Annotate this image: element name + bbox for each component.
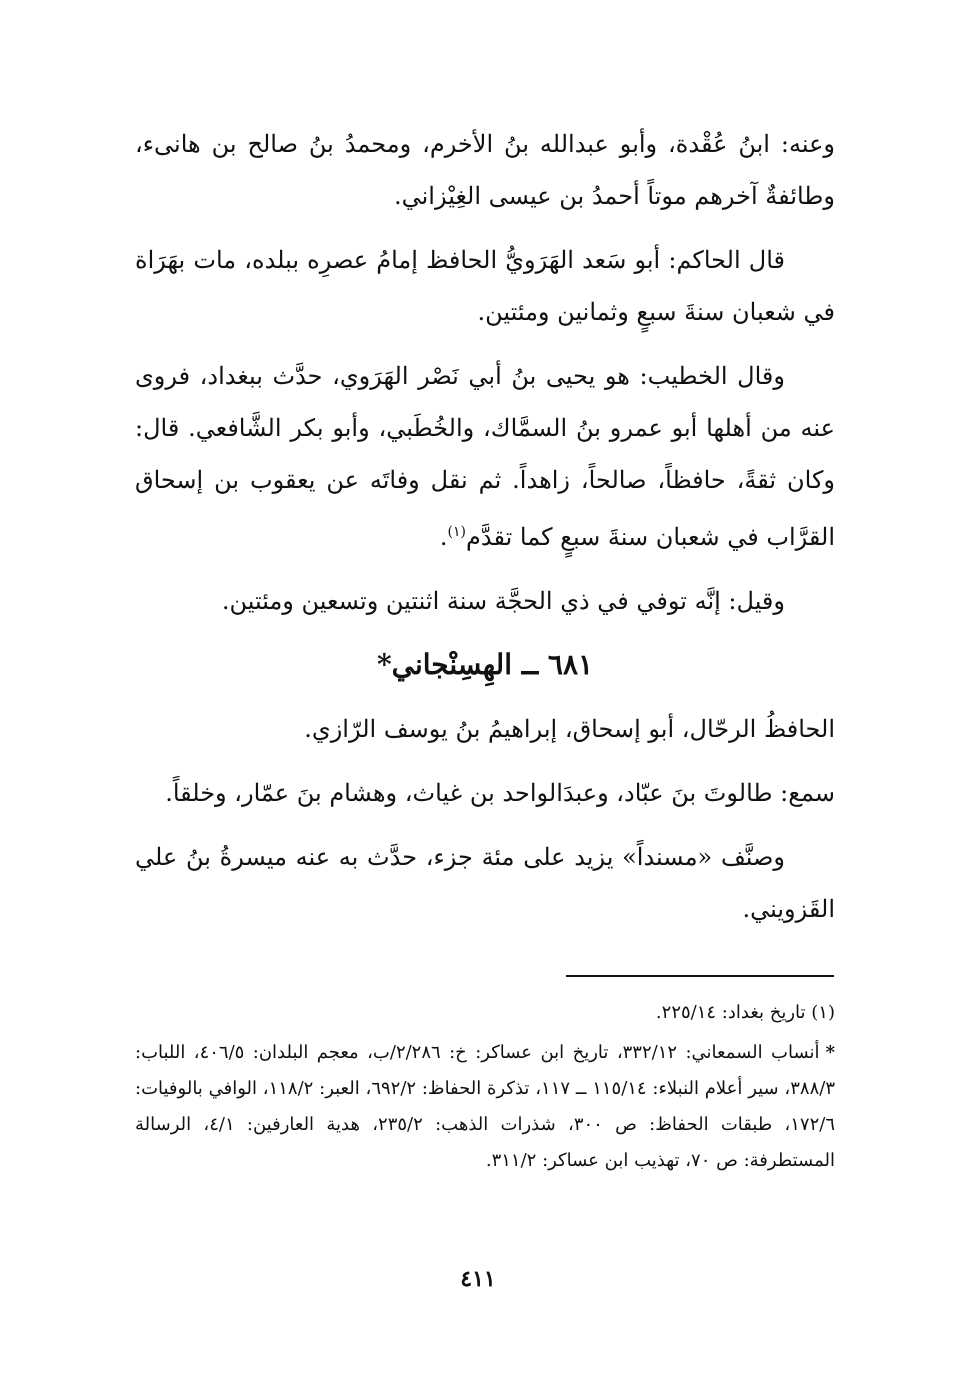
entry-musnad: وصنَّف «مسنداً» يزيد على مئة جزء، حدَّث به عنه ميسرةُ بنُ علي القَزويني. [135,843,835,923]
footnote-sources-text: أنساب السمعاني: ٣٣٢/١٢، تاريخ ابن عساكر: خ: ٢/٢٨٦/ب، معجم البلدان: ٤٠٦/٥، اللباب: ٣٨٨/٣، سير أعلام النبلاء: ١١٥/١٤ ــ ١١٧، تذكرة الحفاظ: ٦٩٢/٢، العبر: ١١٨/٢، الوافي بالوفيات: ١٧٢/٦، طبقات الحفاظ: ص ٣٠٠، شذرات الذهب: ٢٣٥/٢، هدية العارفين: ٤/١، الرسالة المستطرفة: ص ٧٠، تهذيب ابن عساكر: ٣١١/٢. [135,1042,835,1171]
star-marker: * [825,1042,835,1063]
paragraph-khatib-text: وقال الخطيب: هو يحيى بنُ أبي نَصْر الهَرَوي، حدَّث ببغداد، فروى عنه من أهلها أبو عمرو بنُ السمَّاك، والخُطَبي، وأبو بكر الشَّافعي. قال: وكان ثقةً، حافظاً، صالحاً، زاهداً. ثم نقل وفاتَه عن يعقوب بن إسحاق القرَّاب في شعبان سنةَ سبعٍ كما تقدَّم [135,362,835,551]
entry-heard: سمع: طالوتَ بنَ عبّاد، وعبدَالواحد بن غياث، وهشام بنَ عمّار، وخلقاً. [165,779,835,807]
footnotes [135,995,835,1183]
footnote-ref-1: (١) [447,524,467,540]
entry-title: ٦٨١ ــ الهِسِنْجاني* [376,648,594,681]
paragraph-narrators: وعنه: ابنُ عُقْدة، وأبو عبدالله بنُ الأخرم، ومحمدُ بنُ صالح بن هانىء، وطائفةٌ آخرهم موتاً أحمدُ بن عيسى الغِيْزاني. [135,130,835,210]
paragraph-death: وقيل: إنَّه توفي في ذي الحجَّة سنة اثنتين وتسعين ومئتين. [221,587,785,615]
entry-name: الحافظُ الرحّال، أبو إسحاق، إبراهيمُ بنُ يوسف الرّازي. [304,715,835,743]
paragraph-khatib: وقال الخطيب: هو يحيى بنُ أبي نَصْر الهَرَوي، حدَّث ببغداد، فروى عنه من أهلها أبو عمرو بنُ السمَّاك، والخُطَبي، وأبو بكر الشَّافعي. قال: وكان ثقةً، حافظاً، صالحاً، زاهداً. ثم نقل وفاتَه عن يعقوب بن إسحاق القرَّاب في شعبان سنةَ سبعٍ كما تقدَّم$^{(١)}$. [135,362,835,551]
page-number: ٤١١ [460,1266,496,1292]
main-text [135,118,835,947]
footnote-1: (١) تاريخ بغداد: ٢٢٥/١٤. [655,1002,835,1023]
footnote-sources [135,1035,835,1179]
paragraph-hakim: قال الحاكم: أبو سَعد الهَرَويُّ الحافظ إمامُ عصرِه ببلده، مات بهَرَاة في شعبان سنةَ سبعٍ وثمانين ومئتين. [135,246,835,326]
footnote-separator [566,975,834,977]
